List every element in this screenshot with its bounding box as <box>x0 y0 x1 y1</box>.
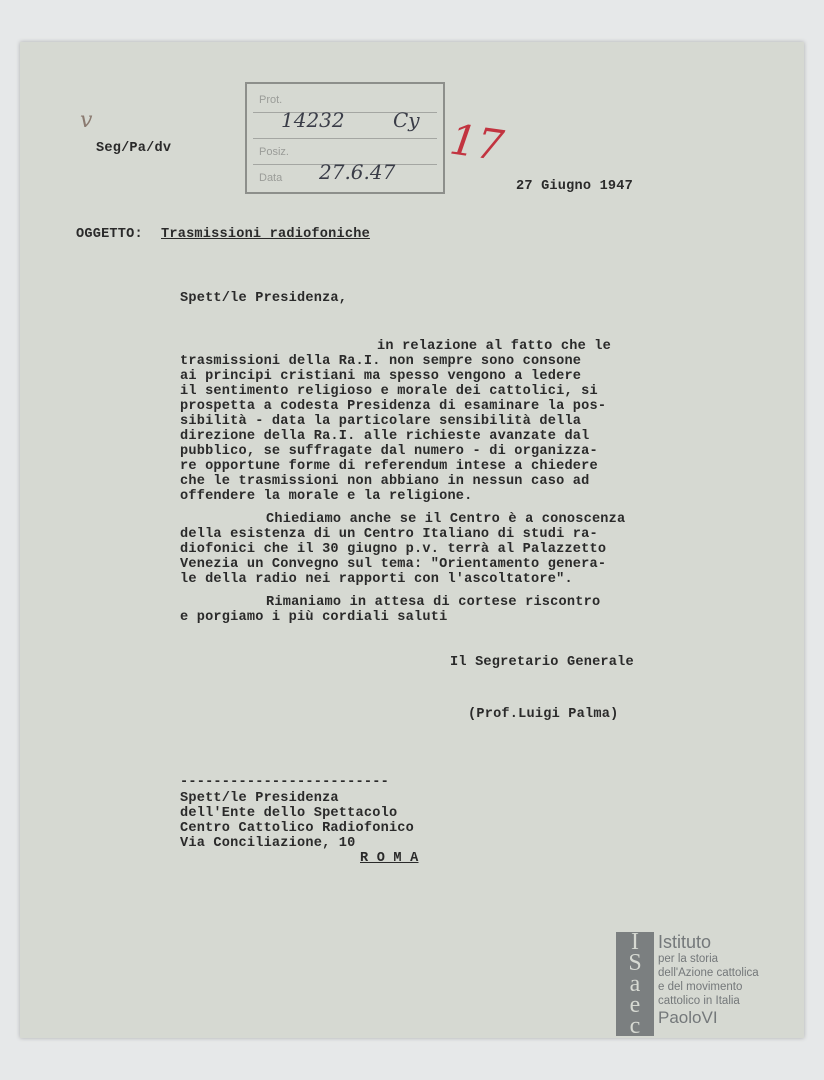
stamp-number: 14232 <box>281 108 345 132</box>
red-annotation: 17 <box>446 114 507 171</box>
reference-code: Seg/Pa/dv <box>96 141 172 156</box>
paragraph-line: Venezia un Convegno sul tema: "Orientamento genera- <box>180 557 607 572</box>
paragraph-line: prospetta a codesta Presidenza di esaminare la pos- <box>180 399 607 414</box>
signature-name: (Prof.Luigi Palma) <box>468 707 619 722</box>
logo-line: per la storia <box>658 953 719 965</box>
paragraph-line: il sentimento religioso e morale dei cattolici, si <box>180 384 598 399</box>
pencil-mark: v <box>80 108 93 133</box>
logo-letter: e <box>629 992 641 1018</box>
stamp-date: 27.6.47 <box>319 160 396 184</box>
paragraph-line: diofonici che il 30 giugno p.v. terrà al Palazzetto <box>180 542 607 557</box>
logo-line: e del movimento <box>658 981 743 993</box>
isacem-logo <box>616 929 786 1039</box>
address-line: Via Conciliazione, 10 <box>180 836 356 851</box>
paragraph-line: pubblico, se suffragate dal numero - di organizza- <box>180 444 598 459</box>
paragraph-line: offendere la morale e la religione. <box>180 489 473 504</box>
logo-text <box>658 932 759 1028</box>
stamp-label-pos: Posiz. <box>259 146 289 158</box>
address-separator: ------------------------- <box>180 775 389 790</box>
document-sheet <box>20 42 804 1038</box>
paragraph-line: le della radio nei rapporti con l'ascoltatore". <box>180 572 573 587</box>
subject-text: Trasmissioni radiofoniche <box>161 227 370 242</box>
stamp-label-data: Data <box>259 172 283 184</box>
paragraph-line: e porgiamo i più cordiali saluti <box>180 610 448 625</box>
logo-line: PaoloVI <box>658 1008 718 1027</box>
logo-monogram <box>616 929 654 1039</box>
stamp-label-prot: Prot. <box>259 94 283 106</box>
letter-date: 27 Giugno 1947 <box>516 179 634 194</box>
subject-label: OGGETTO: <box>76 227 143 242</box>
paragraph-line: della esistenza di un Centro Italiano di studi ra- <box>180 527 598 542</box>
paragraph-line: ai principi cristiani ma spesso vengono a ledere <box>180 369 582 384</box>
salutation: Spett/le Presidenza, <box>180 291 348 306</box>
logo-line: cattolico in Italia <box>658 995 740 1007</box>
logo-letter: c <box>629 1013 641 1039</box>
address-line: Centro Cattolico Radiofonico <box>180 821 415 836</box>
logo-line: dell'Azione cattolica <box>658 967 759 979</box>
logo-letter: S <box>628 950 642 976</box>
paragraph-line: re opportune forme di referendum intese a chiedere <box>180 459 598 474</box>
protocol-stamp <box>245 82 445 194</box>
signature-title: Il Segretario Generale <box>450 655 634 670</box>
address-city: R O M A <box>360 851 419 866</box>
paragraph-line: in relazione al fatto che le <box>377 339 612 354</box>
address-line: dell'Ente dello Spettacolo <box>180 806 398 821</box>
logo-line: Istituto <box>658 932 712 952</box>
logo-letter: a <box>629 971 641 997</box>
paragraph-line: che le trasmissioni non abbiano in nessun caso ad <box>180 474 590 489</box>
paragraph-line: Rimaniamo in attesa di cortese riscontro <box>266 595 601 610</box>
paragraph-line: direzione della Ra.I. alle richieste avanzate dal <box>180 429 590 444</box>
paragraph-line: Chiediamo anche se il Centro è a conoscenza <box>266 512 626 527</box>
logo-letter: I <box>631 929 639 955</box>
paragraph-line: sibilità - data la particolare sensibilità della <box>180 414 582 429</box>
address-line: Spett/le Presidenza <box>180 791 339 806</box>
paragraph-line: trasmissioni della Ra.I. non sempre sono consone <box>180 354 582 369</box>
stamp-code: Cy <box>393 108 420 132</box>
